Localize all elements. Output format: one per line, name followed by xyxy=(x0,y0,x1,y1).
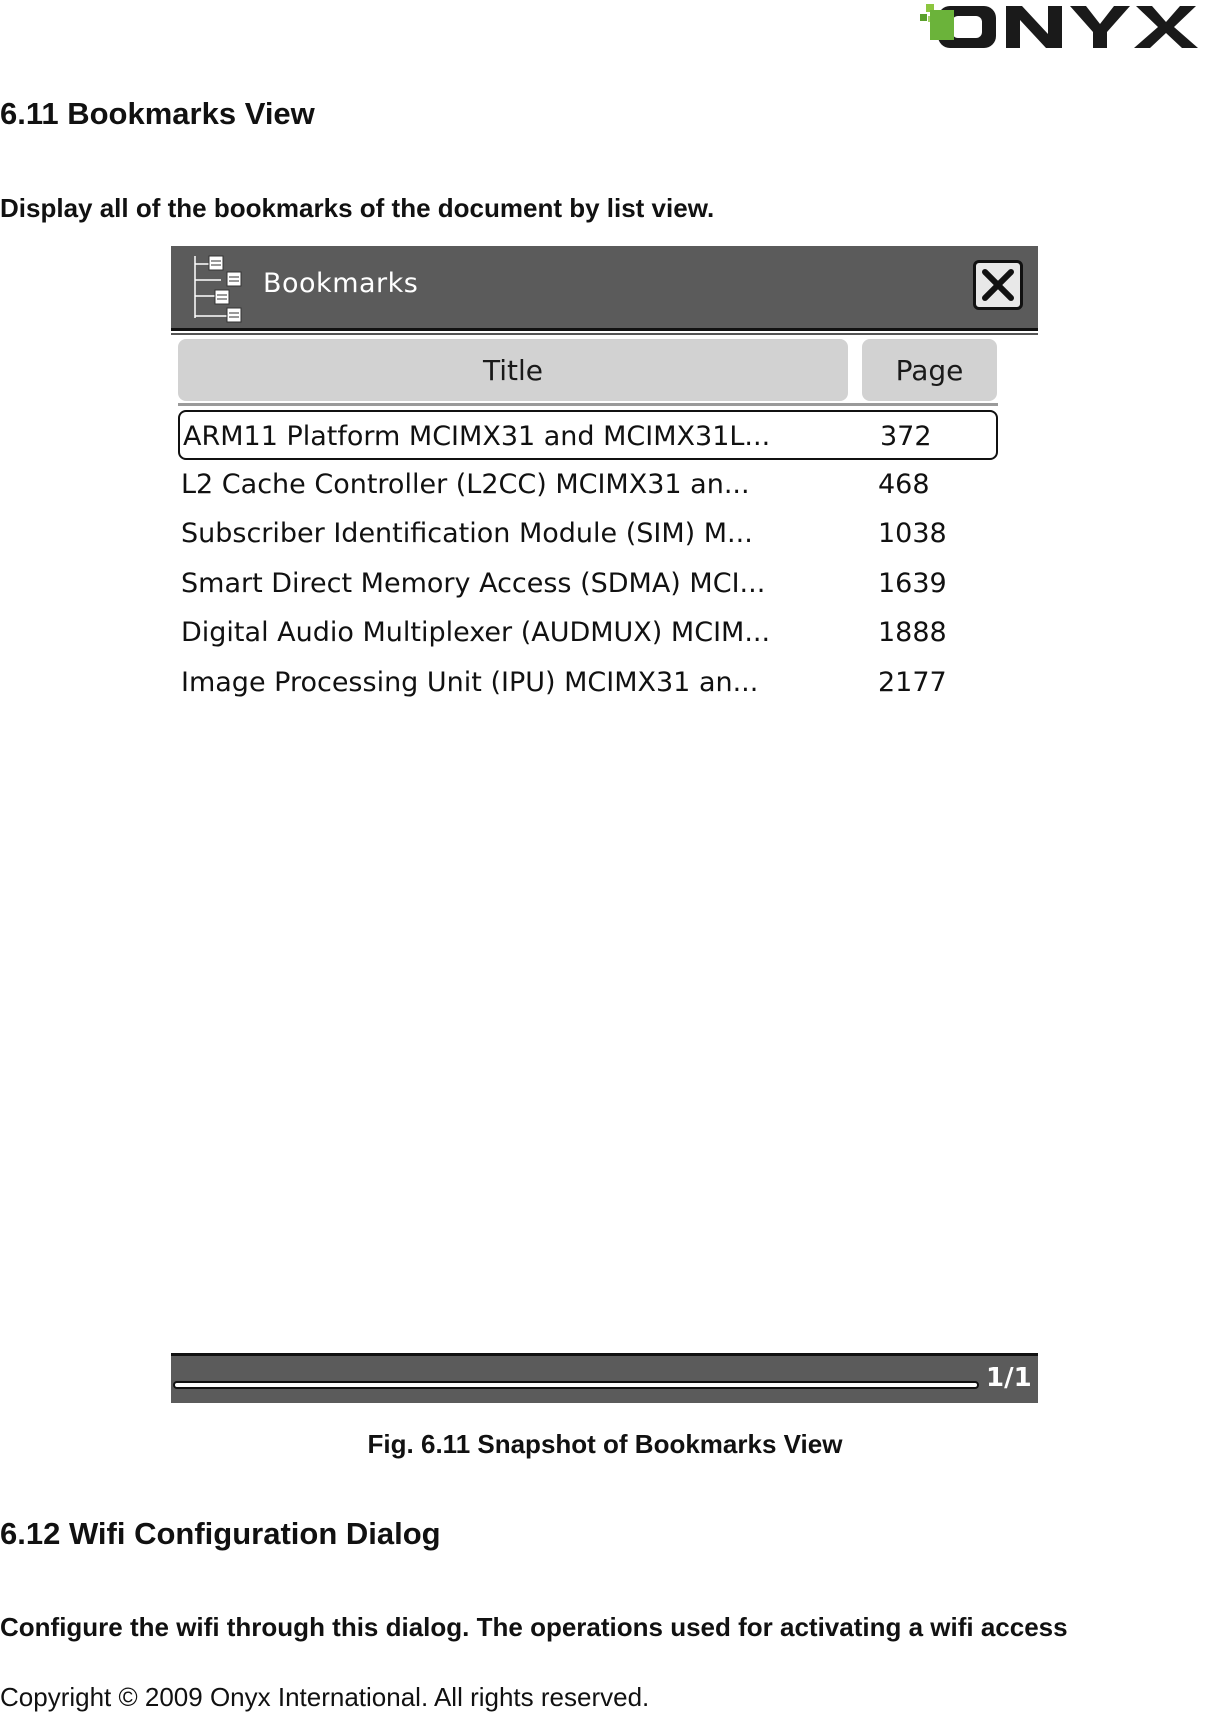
bookmark-row[interactable] xyxy=(178,608,998,658)
close-button[interactable] xyxy=(973,260,1023,310)
status-bar xyxy=(171,1353,1038,1403)
bookmark-title: Image Processing Unit (IPU) MCIMX31 an... xyxy=(181,666,759,698)
section-heading: 6.12 Wifi Configuration Dialog xyxy=(0,1516,441,1551)
bookmark-row[interactable] xyxy=(178,460,998,510)
bookmarks-dialog-screenshot xyxy=(171,246,1038,1403)
bookmark-title: Subscriber Identification Module (SIM) M... xyxy=(181,518,753,549)
divider xyxy=(171,328,1038,331)
close-icon xyxy=(976,263,1020,307)
divider xyxy=(171,1353,1038,1356)
bookmark-title: Smart Direct Memory Access (SDMA) MCI... xyxy=(181,567,766,599)
divider xyxy=(178,403,998,406)
bookmark-page: 372 xyxy=(880,421,932,452)
column-header-title[interactable]: Title xyxy=(178,339,848,401)
bookmark-row[interactable] xyxy=(178,509,998,559)
section-intro: Configure the wifi through this dialog. The operations used for activating a wifi access xyxy=(0,1612,1068,1642)
dialog-title-bar xyxy=(171,246,1038,328)
onyx-logo xyxy=(900,0,1210,60)
bookmark-row[interactable] xyxy=(178,410,998,460)
divider xyxy=(171,333,1038,335)
bookmark-page: 2177 xyxy=(878,666,947,698)
section-intro: Display all of the bookmarks of the document by list view. xyxy=(0,193,715,223)
bookmark-page: 1639 xyxy=(878,567,947,599)
bookmark-page: 468 xyxy=(878,468,930,500)
bookmarks-tree-icon xyxy=(189,250,249,324)
dialog-title: Bookmarks xyxy=(263,268,419,299)
column-header-page[interactable]: Page xyxy=(862,339,997,401)
figure-caption: Fig. 6.11 Snapshot of Bookmarks View xyxy=(367,1429,843,1459)
bookmark-list xyxy=(178,410,998,707)
bookmark-page: 1888 xyxy=(878,617,947,648)
bookmark-title: L2 Cache Controller (L2CC) MCIMX31 an... xyxy=(181,468,750,500)
bookmark-row[interactable] xyxy=(178,559,998,609)
page-progress-bar[interactable] xyxy=(173,1381,979,1389)
bookmark-title: ARM11 Platform MCIMX31 and MCIMX31L... xyxy=(183,421,771,452)
section-heading: 6.11 Bookmarks View xyxy=(0,96,315,131)
bookmark-row[interactable] xyxy=(178,658,998,708)
page-indicator: 1/1 xyxy=(986,1363,1032,1393)
bookmark-title: Digital Audio Multiplexer (AUDMUX) MCIM... xyxy=(181,617,771,648)
copyright-footer: Copyright © 2009 Onyx International. All rights reserved. xyxy=(0,1682,650,1712)
bookmark-page: 1038 xyxy=(878,518,947,549)
